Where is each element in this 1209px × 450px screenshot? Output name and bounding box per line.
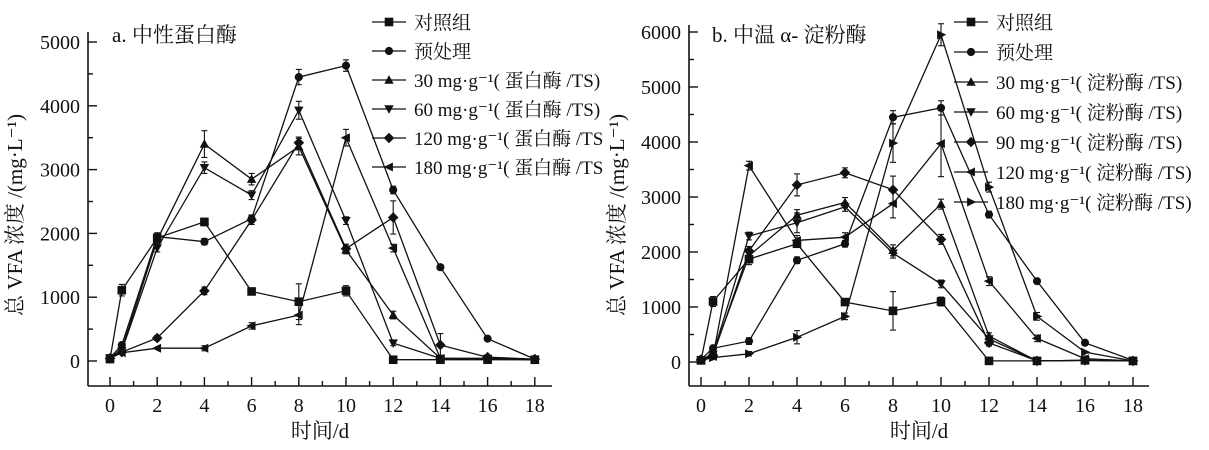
y-tick-label: 1000 [40, 287, 80, 310]
legend-label: 120 mg·g⁻¹( 淀粉酶 /TS) [996, 163, 1192, 184]
legend-label: 60 mg·g⁻¹( 淀粉酶 /TS) [996, 103, 1183, 124]
x-tick-label: 6 [246, 395, 257, 417]
diamond-marker-icon [966, 137, 977, 148]
error-bars [710, 101, 1040, 351]
square-marker-icon [118, 286, 127, 295]
legend-label: 预处理 [996, 43, 1054, 64]
panel-title: b. 中温 α- 淀粉酶 [712, 23, 867, 47]
diamond-marker-icon [384, 133, 395, 144]
y-tick-label: 0 [671, 352, 681, 374]
triangle-left-marker-icon [152, 344, 161, 353]
legend-label: 120 mg·g⁻¹( 蛋白酶 /TS) [414, 129, 604, 150]
x-tick-label: 14 [430, 395, 451, 417]
y-tick-label: 2000 [641, 242, 681, 264]
square-marker-icon [200, 218, 209, 227]
triangle-left-marker-icon [199, 344, 208, 353]
x-tick-label: 18 [524, 395, 545, 417]
circle-marker-icon [484, 335, 492, 343]
y-tick-label: 2000 [40, 223, 80, 246]
circle-marker-icon [967, 48, 975, 56]
legend-item-dose-120 [372, 128, 604, 150]
chart-panel-b-mesophilic-amylase [604, 0, 1208, 445]
legend-label: 90 mg·g⁻¹( 淀粉酶 /TS) [996, 133, 1183, 154]
x-tick-label: 4 [199, 395, 210, 417]
legend-label: 180 mg·g⁻¹( 淀粉酶 /TS) [996, 193, 1192, 214]
x-tick-label: 16 [477, 395, 498, 417]
legend-item-pretreatment [372, 41, 471, 63]
x-axis-label: 时间/d [889, 419, 949, 443]
x-tick-label: 10 [931, 395, 951, 417]
circle-marker-icon [342, 62, 350, 70]
triangle-down-marker-icon [294, 107, 303, 116]
x-tick-label: 6 [840, 395, 850, 417]
error-bars [154, 101, 396, 345]
circle-marker-icon [385, 47, 393, 55]
error-bars [154, 131, 396, 319]
series-line [701, 203, 1133, 361]
square-marker-icon [247, 287, 256, 296]
x-tick-label: 4 [792, 395, 802, 417]
triangle-up-marker-icon [936, 199, 945, 208]
legend-item-control [372, 12, 471, 34]
circle-marker-icon [985, 211, 993, 219]
circle-marker-icon [745, 337, 753, 345]
triangle-right-marker-icon [967, 198, 976, 207]
legend-item-dose-120 [954, 162, 1192, 184]
y-tick-label: 6000 [641, 22, 681, 44]
legend-item-dose-90 [954, 132, 1182, 154]
square-marker-icon [937, 297, 946, 306]
y-tick-label: 4000 [641, 132, 681, 154]
triangle-down-marker-icon [247, 191, 256, 200]
y-tick-label: 5000 [40, 32, 80, 54]
legend-item-control [954, 12, 1053, 34]
x-tick-label: 10 [336, 395, 356, 417]
y-tick-label: 5000 [641, 77, 681, 99]
legend-label: 30 mg·g⁻¹( 淀粉酶 /TS) [996, 73, 1183, 94]
chart-svg-b [604, 0, 1208, 445]
legend-label: 对照组 [414, 13, 472, 34]
y-tick-label: 3000 [40, 159, 80, 182]
square-marker-icon [967, 18, 976, 27]
x-tick-label: 0 [105, 395, 115, 417]
x-tick-label: 2 [152, 395, 163, 417]
series-line [701, 207, 1133, 361]
y-axis-label: 总 VFA 浓度 /(mg·L⁻¹) [605, 114, 629, 316]
legend [372, 12, 604, 179]
square-marker-icon [385, 18, 394, 27]
series-line [110, 222, 535, 360]
triangle-left-marker-icon [966, 168, 975, 177]
y-tick-label: 4000 [40, 95, 80, 118]
triangle-up-marker-icon [247, 174, 256, 183]
x-tick-label: 8 [293, 395, 304, 417]
x-tick-label: 8 [888, 395, 898, 417]
error-bars [746, 203, 992, 342]
x-tick-label: 12 [979, 395, 999, 417]
square-marker-icon [389, 355, 398, 364]
series-control [106, 218, 539, 364]
error-bars [710, 240, 944, 330]
x-tick-label: 12 [383, 395, 404, 417]
triangle-down-marker-icon [200, 164, 209, 173]
triangle-right-marker-icon [745, 349, 754, 358]
legend-item-dose-30 [372, 70, 600, 92]
diamond-marker-icon [246, 215, 257, 226]
x-tick-label: 18 [1123, 395, 1143, 417]
legend-label: 30 mg·g⁻¹( 蛋白酶 /TS) [414, 71, 601, 92]
diamond-marker-icon [840, 168, 851, 179]
square-marker-icon [985, 357, 994, 366]
y-tick-label: 0 [70, 351, 80, 373]
y-tick-label: 3000 [641, 187, 681, 209]
triangle-right-marker-icon [1081, 348, 1090, 357]
circle-marker-icon [389, 186, 397, 194]
legend-label: 60 mg·g⁻¹( 蛋白酶 /TS) [414, 100, 601, 121]
triangle-up-marker-icon [200, 139, 209, 148]
triangle-left-marker-icon [294, 311, 303, 320]
triangle-down-marker-icon [341, 217, 350, 226]
legend-label: 预处理 [414, 42, 472, 63]
x-axis-label: 时间/d [290, 419, 350, 443]
circle-marker-icon [793, 256, 801, 264]
chart-svg-a [0, 0, 604, 445]
x-tick-label: 0 [696, 395, 706, 417]
diamond-marker-icon [792, 180, 803, 191]
circle-marker-icon [436, 263, 444, 271]
x-tick-label: 2 [744, 395, 754, 417]
y-axis-label: 总 VFA 浓度 /(mg·L⁻¹) [3, 114, 27, 316]
legend-item-dose-60 [954, 102, 1182, 124]
circle-marker-icon [1081, 339, 1089, 347]
legend-item-dose-180 [372, 157, 604, 179]
error-bars [119, 60, 444, 348]
circle-marker-icon [1033, 277, 1041, 285]
square-marker-icon [709, 297, 718, 306]
circle-marker-icon [200, 238, 208, 246]
series-control [697, 239, 1138, 365]
error-bars [119, 218, 349, 319]
diamond-marker-icon [388, 212, 399, 223]
tick-marks [88, 42, 535, 386]
circle-marker-icon [889, 113, 897, 121]
circle-marker-icon [295, 73, 303, 81]
legend-item-pretreatment [954, 42, 1053, 64]
legend-label: 对照组 [996, 13, 1054, 34]
chart-panel-a-neutral-protease [0, 0, 604, 445]
panel-title: a. 中性蛋白酶 [112, 23, 237, 47]
triangle-left-marker-icon [936, 139, 945, 148]
square-marker-icon [342, 287, 351, 296]
x-tick-label: 16 [1075, 395, 1095, 417]
triangle-down-marker-icon [744, 232, 753, 241]
square-marker-icon [889, 307, 898, 316]
x-tick-label: 14 [1027, 395, 1047, 417]
legend [954, 12, 1192, 214]
series-dose-30 [696, 198, 1137, 365]
legend-label: 180 mg·g⁻¹( 蛋白酶 /TS) [414, 158, 604, 179]
triangle-right-marker-icon [793, 333, 802, 342]
diamond-marker-icon [294, 138, 305, 149]
legend-item-dose-60 [372, 99, 600, 121]
y-tick-label: 1000 [641, 297, 681, 319]
legend-item-dose-30 [954, 72, 1182, 94]
series-line [701, 244, 1133, 361]
